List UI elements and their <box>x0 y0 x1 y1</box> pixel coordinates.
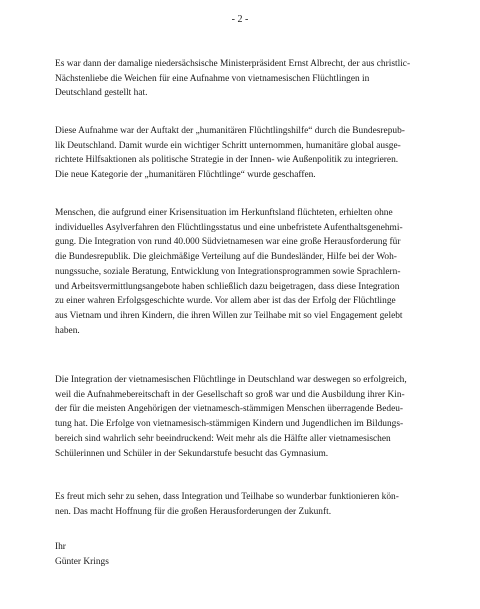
text-line: individuelles Asylverfahren den Flüchtlingsstatus und eine unbefristete Aufenthaltsgenehmi- <box>55 222 403 233</box>
text-line: Menschen, die aufgrund einer Krisensituation im Herkunftsland flüchteten, erhielten ohne <box>55 208 393 218</box>
text-line: Diese Aufnahme war der Auftakt der „humanitären Flüchtlingshilfe“ durch die Bundesrepub- <box>55 126 405 136</box>
text-line: haben. <box>55 325 80 336</box>
text-line: zu einer wahren Erfolgsgeschichte wurde. Vor allem aber ist das der Erfolg der Flüchtlinge <box>55 296 396 307</box>
text-line: Nächstenliebe die Weichen für eine Aufnahme von vietnamesischen Flüchtlingen in <box>55 73 370 84</box>
text-line: die Bundesrepublik. Die gleichmäßige Verteilung auf die Bundesländer, Hilfe bei der Woh- <box>55 252 397 263</box>
text-line: nen. Das macht Hoffnung für die großen Herausforderungen der Zukunft. <box>55 506 332 517</box>
text-line: weil die Aufnahmebereitschaft in der Gesellschaft so groß war und die Ausbildung ihrer Kin- <box>55 389 405 400</box>
text-line: Die Integration der vietnamesischen Flüchtlinge in Deutschland war deswegen so erfolgreich, <box>55 375 407 385</box>
page-number: - 2 - <box>231 14 249 25</box>
paragraph-closing <box>55 490 435 519</box>
salutation: Ihr <box>55 542 66 552</box>
paragraph-albrecht <box>55 57 435 101</box>
paragraph-success <box>55 373 435 461</box>
text-line: tung hat. Die Erfolge von vietnamesisch-stämmigen Kindern und Jugendlichen im Bildungs- <box>55 419 404 430</box>
text-line: der für die meisten Angehörigen der vietnamesch-stämmigen Menschen überragende Bedeu- <box>55 404 404 415</box>
signature-block <box>55 540 435 569</box>
text-line: und Arbeitsvermittlungsangebote haben schließlich dazu beigetragen, dass diese Integration <box>55 281 400 292</box>
text-line: nungssuche, soziale Beratung, Entwicklung von Integrationsprogrammen sowie Sprachlern- <box>55 266 401 277</box>
text-line: Schülerinnen und Schüler in der Sekundarstufe besucht das Gymnasium. <box>55 448 329 459</box>
text-line: Die neue Kategorie der „humanitären Flüchtlinge“ wurde geschaffen. <box>55 170 316 181</box>
text-line: Es war dann der damalige niedersächsische Ministerpräsident Ernst Albrecht, der aus christlic- <box>55 59 411 69</box>
text-line: Es freut mich sehr zu sehen, dass Integration und Teilhabe so wunderbar funktionieren kön- <box>55 492 399 502</box>
paragraph-integration <box>55 206 435 338</box>
author-name: Günter Krings <box>55 556 109 567</box>
text-line: bereich sind wahrlich sehr beeindruckend: Weit mehr als die Hälfte aller vietnamesischen <box>55 433 391 444</box>
paragraph-humanitarian-aid <box>55 124 435 183</box>
text-line: gung. Die Integration von rund 40.000 Südvietnamesen war eine große Herausforderung für <box>55 237 401 248</box>
text-line: aus Vietnam und ihren Kindern, die ihren Willen zur Teilhabe mit so viel Engagement gelebt <box>55 310 403 321</box>
text-line: richtete Hilfsaktionen als politische Strategie in der Innen- wie Außenpolitik zu integrieren. <box>55 155 399 166</box>
text-line: Deutschland gestellt hat. <box>55 88 148 99</box>
text-line: lik Deutschland. Damit wurde ein wichtiger Schritt unternommen, humanitäre global ausge- <box>55 140 401 151</box>
